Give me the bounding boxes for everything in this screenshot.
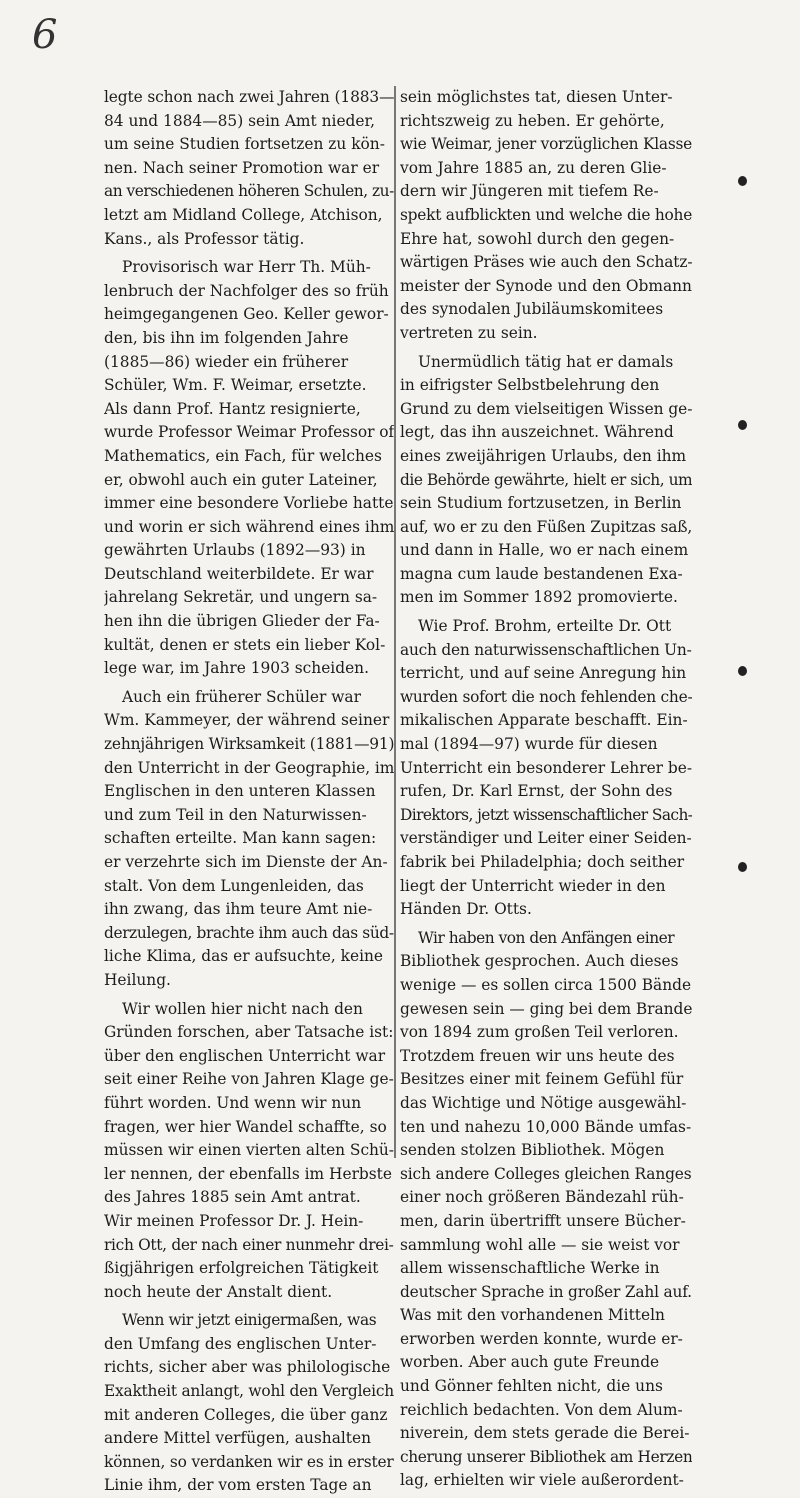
- text-line: senden stolzen Bibliothek. Mögen: [400, 1141, 665, 1160]
- text-line: Was mit den vorhandenen Mitteln: [400, 1306, 665, 1325]
- text-line: magna cum laude bestandenen Exa-: [400, 564, 683, 583]
- text-line: stalt. Von dem Lungenleiden, das: [104, 876, 364, 895]
- text-line: cherung unserer Bibliothek am Herzen: [400, 1447, 692, 1466]
- text-line: müssen wir einen vierten alten Schü-: [104, 1141, 394, 1160]
- text-line: gewesen sein — ging bei dem Brande: [400, 999, 692, 1018]
- paragraph: [400, 86, 692, 346]
- text-line: Ehre hat, sowohl durch den gegen-: [400, 229, 675, 248]
- binding-hole-mark: [738, 176, 747, 186]
- text-line: heimgegangenen Geo. Keller gewor-: [104, 305, 389, 324]
- text-line: kultät, denen er stets ein lieber Kol-: [104, 635, 386, 654]
- text-line: richts, sicher aber was philologische: [104, 1358, 391, 1377]
- text-line: sammlung wohl alle — sie weist vor: [400, 1235, 680, 1254]
- text-line: Wenn wir jetzt einigermaßen, was: [122, 1311, 377, 1330]
- text-line: niverein, dem stets gerade die Berei-: [400, 1424, 690, 1443]
- text-line: immer eine besondere Vorliebe hatte: [104, 494, 394, 513]
- text-line: ten und nahezu 10,000 Bände umfas-: [400, 1117, 692, 1136]
- text-line: reichlich bedachten. Von dem Alum-: [400, 1400, 683, 1419]
- text-line: Besitzes einer mit feinem Gefühl für: [400, 1070, 684, 1089]
- text-line: allem wissenschaftliche Werke in: [400, 1259, 660, 1278]
- text-line: letzt am Midland College, Atchison,: [104, 205, 383, 224]
- text-line: andere Mittel verfügen, aushalten: [104, 1429, 372, 1448]
- text-line: in eifrigster Selbstbelehrung den: [400, 376, 660, 395]
- text-line: Wir haben von den Anfängen einer: [418, 928, 675, 947]
- text-line: Englischen in den unteren Klassen: [104, 782, 376, 801]
- text-line: noch heute der Anstalt dient.: [104, 1282, 333, 1301]
- text-line: auf, wo er zu den Füßen Zupitzas saß,: [400, 517, 692, 536]
- text-line: können, so verdanken wir es in erster: [104, 1452, 394, 1471]
- text-line: Wir meinen Professor Dr. J. Hein-: [104, 1211, 364, 1230]
- text-line: terricht, und auf seine Anregung hin: [400, 664, 687, 683]
- text-line: und Gönner fehlten nicht, die uns: [400, 1377, 663, 1396]
- text-line: liegt der Unterricht wieder in den: [400, 876, 666, 895]
- text-line: über den englischen Unterricht war: [104, 1046, 386, 1065]
- text-line: men, darin übertrifft unsere Bücher-: [400, 1211, 686, 1230]
- text-line: legte schon nach zwei Jahren (1883—: [104, 88, 394, 106]
- text-line: ihn zwang, das ihm teure Amt nie-: [104, 900, 373, 919]
- text-line: liche Klima, das er aufsuchte, keine: [104, 947, 384, 966]
- text-line: Als dann Prof. Hantz resignierte,: [104, 399, 361, 418]
- text-line: derzulegen, brachte ihm auch das süd-: [104, 923, 394, 942]
- text-line: mikalischen Apparate beschafft. Ein-: [400, 711, 688, 730]
- text-line: mit anderen Colleges, die über ganz: [104, 1405, 388, 1424]
- text-line: spekt aufblickten und welche die hohe: [400, 205, 692, 224]
- text-line: Heilung.: [104, 970, 171, 989]
- paragraph: [400, 351, 692, 611]
- paragraph: [104, 86, 394, 251]
- text-line: Unermüdlich tätig hat er damals: [418, 352, 674, 371]
- text-line: rufen, Dr. Karl Ernst, der Sohn des: [400, 782, 673, 801]
- text-line: nen. Nach seiner Promotion war er: [104, 158, 380, 177]
- text-line: Mathematics, ein Fach, für welches: [104, 446, 382, 465]
- text-line: die Behörde gewährte, hielt er sich, um: [400, 470, 692, 489]
- text-line: wärtigen Präses wie auch den Schatz-: [400, 253, 692, 272]
- text-line: deutscher Sprache in großer Zahl auf.: [400, 1282, 692, 1301]
- text-line: hen ihn die übrigen Glieder der Fa-: [104, 612, 380, 631]
- text-line: Wie Prof. Brohm, erteilte Dr. Ott: [418, 617, 672, 636]
- text-line: Schüler, Wm. F. Weimar, ersetzte.: [104, 376, 367, 395]
- text-line: gewährten Urlaubs (1892—93) in: [104, 541, 366, 560]
- text-line: lag, erhielten wir viele außerordent-: [400, 1471, 684, 1490]
- text-line: vom Jahre 1885 an, zu deren Glie-: [400, 158, 667, 177]
- text-line: wenige — es sollen circa 1500 Bände: [400, 975, 692, 994]
- right-column: [400, 86, 692, 1493]
- text-line: den Unterricht in der Geographie, im: [104, 758, 394, 777]
- text-line: Provisorisch war Herr Th. Müh-: [122, 258, 371, 277]
- text-line: richtszweig zu heben. Er gehörte,: [400, 111, 665, 130]
- paragraph: [104, 1309, 394, 1498]
- text-line: den Umfang des englischen Unter-: [104, 1334, 377, 1353]
- text-line: sich andere Colleges gleichen Ranges: [400, 1164, 692, 1183]
- text-line: eines zweijährigen Urlaubs, den ihm: [400, 446, 687, 465]
- text-line: schaften erteilte. Man kann sagen:: [104, 829, 377, 848]
- text-line: er verzehrte sich im Dienste der An-: [104, 853, 388, 871]
- binding-hole-mark: [738, 420, 747, 430]
- text-line: Auch ein früherer Schüler war: [122, 687, 361, 706]
- text-line: zehnjährigen Wirksamkeit (1881—91): [104, 735, 394, 754]
- text-line: Händen Dr. Otts.: [400, 900, 532, 919]
- text-line: er, obwohl auch ein guter Lateiner,: [104, 470, 378, 489]
- text-line: sein Studium fortzusetzen, in Berlin: [400, 494, 682, 513]
- text-line: ler nennen, der ebenfalls im Herbste: [104, 1164, 392, 1183]
- text-line: ßigjährigen erfolgreichen Tätigkeit: [104, 1259, 379, 1278]
- text-line: wurden sofort die noch fehlenden che-: [400, 687, 692, 706]
- text-line: Trotzdem freuen wir uns heute des: [400, 1046, 675, 1065]
- text-line: fabrik bei Philadelphia; doch seither: [400, 853, 685, 871]
- text-line: des synodalen Jubiläumskomitees: [400, 300, 664, 319]
- text-line: sein möglichstes tat, diesen Unter-: [400, 88, 673, 106]
- text-line: um seine Studien fortsetzen zu kön-: [104, 135, 385, 154]
- text-line: worben. Aber auch gute Freunde: [400, 1353, 660, 1372]
- paragraph: [104, 256, 394, 681]
- text-line: Wm. Kammeyer, der während seiner: [104, 711, 390, 730]
- text-line: dern wir Jüngeren mit tiefem Re-: [400, 182, 659, 201]
- text-line: Deutschland weiterbildete. Er war: [104, 564, 374, 583]
- text-line: an verschiedenen höheren Schulen, zu-: [104, 182, 394, 201]
- text-line: vertreten zu sein.: [400, 323, 538, 342]
- text-line: wie Weimar, jener vorzüglichen Klasse: [400, 135, 692, 154]
- text-line: von 1894 zum großen Teil verloren.: [400, 1023, 679, 1042]
- text-line: den, bis ihn im folgenden Jahre: [104, 328, 349, 347]
- text-line: Linie ihm, der vom ersten Tage an: [104, 1476, 372, 1495]
- column-divider: [394, 86, 396, 1158]
- paragraph: [104, 686, 394, 993]
- text-line: seit einer Reihe von Jahren Klage ge-: [104, 1070, 394, 1089]
- text-line: (1885—86) wieder ein früherer: [104, 352, 349, 371]
- text-line: und dann in Halle, wo er nach einem: [400, 541, 689, 560]
- text-line: erworben werden konnte, wurde er-: [400, 1329, 683, 1348]
- binding-hole-mark: [738, 666, 747, 676]
- page-number: 6: [32, 12, 58, 58]
- text-line: jahrelang Sekretär, und ungern sa-: [104, 588, 378, 607]
- text-line: Direktors, jetzt wissenschaftlicher Sach-: [400, 805, 692, 824]
- text-line: wurde Professor Weimar Professor of: [104, 423, 394, 442]
- text-line: rich Ott, der nach einer nunmehr drei-: [104, 1235, 394, 1254]
- paragraph: [104, 998, 394, 1305]
- text-line: legt, das ihn auszeichnet. Während: [400, 423, 674, 442]
- text-line: 84 und 1884—85) sein Amt nieder,: [104, 111, 376, 130]
- text-line: Bibliothek gesprochen. Auch dieses: [400, 952, 679, 971]
- text-line: und worin er sich während eines ihm: [104, 517, 394, 536]
- paragraph: [400, 615, 692, 922]
- text-line: auch den naturwissenschaftlichen Un-: [400, 640, 692, 659]
- text-line: verständiger und Leiter einer Seiden-: [400, 829, 692, 848]
- binding-hole-mark: [738, 862, 747, 872]
- text-line: lenbruch der Nachfolger des so früh: [104, 281, 389, 300]
- text-line: fragen, wer hier Wandel schaffte, so: [104, 1117, 387, 1136]
- text-line: lege war, im Jahre 1903 scheiden.: [104, 659, 369, 678]
- text-line: des Jahres 1885 sein Amt antrat.: [104, 1188, 361, 1207]
- paragraph: [400, 927, 692, 1493]
- text-line: Exaktheit anlangt, wohl den Vergleich: [104, 1382, 394, 1401]
- text-line: einer noch größeren Bändezahl rüh-: [400, 1188, 684, 1207]
- text-line: Kans., als Professor tätig.: [104, 229, 305, 248]
- text-line: führt worden. Und wenn wir nun: [104, 1093, 362, 1112]
- text-line: men im Sommer 1892 promovierte.: [400, 588, 678, 607]
- left-column: [104, 86, 394, 1498]
- text-line: meister der Synode und den Obmann: [400, 276, 692, 295]
- text-line: und zum Teil in den Naturwissen-: [104, 805, 367, 824]
- text-line: mal (1894—97) wurde für diesen: [400, 735, 658, 754]
- text-line: Gründen forschen, aber Tatsache ist:: [104, 1023, 394, 1042]
- text-line: Grund zu dem vielseitigen Wissen ge-: [400, 399, 692, 418]
- text-line: Wir wollen hier nicht nach den: [122, 999, 363, 1018]
- text-line: Unterricht ein besonderer Lehrer be-: [400, 758, 692, 777]
- text-line: das Wichtige und Nötige ausgewähl-: [400, 1093, 687, 1112]
